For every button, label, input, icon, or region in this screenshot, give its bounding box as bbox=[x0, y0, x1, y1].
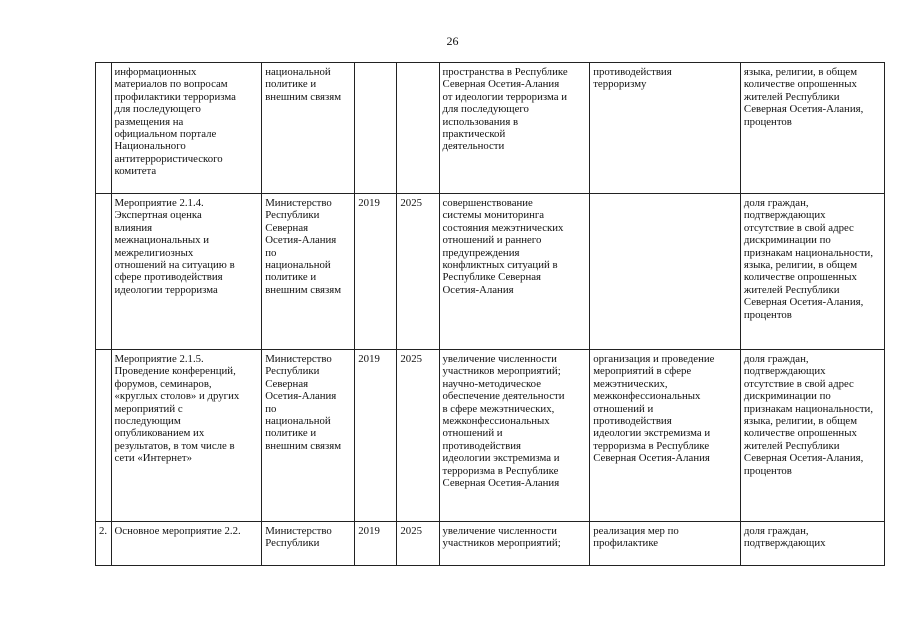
indicator-cell: доля граждан, подтверждающих отсутствие в свой адрес дискриминации по признакам национальности, языка, религии, в общем количестве опрошенных жителей Республики Северная Осетия-Алания, процентов bbox=[740, 350, 884, 522]
row-number-cell: 2. bbox=[96, 522, 112, 566]
direction-cell: реализация мер по профилактике bbox=[590, 522, 741, 566]
direction-cell: противодействия терроризму bbox=[590, 63, 741, 194]
end-year-cell bbox=[397, 63, 439, 194]
row-number-cell bbox=[96, 63, 112, 194]
result-cell: увеличение численности участников мероприятий; научно-методическое обеспечение деятельности в сфере межэтнических, межконфессиональных отношений и противодействия идеологии экстремизма и терроризма в Республике Северная Осетия-Алания bbox=[439, 350, 590, 522]
executor-cell: национальной политике и внешним связям bbox=[262, 63, 355, 194]
event-cell: Мероприятие 2.1.5. Проведение конференций, форумов, семинаров, «круглых столов» и других мероприятий с последующим опубликованием их результатов, в том числе в сети «Интернет» bbox=[111, 350, 262, 522]
event-cell: Мероприятие 2.1.4. Экспертная оценка влияния межнациональных и межрелигиозных отношений на ситуацию в сфере противодействия идеологии терроризма bbox=[111, 194, 262, 350]
start-year-cell: 2019 bbox=[355, 350, 397, 522]
result-cell: увеличение численности участников мероприятий; bbox=[439, 522, 590, 566]
end-year-cell: 2025 bbox=[397, 522, 439, 566]
page-number: 26 bbox=[446, 34, 459, 48]
end-year-cell: 2025 bbox=[397, 194, 439, 350]
row-number-cell bbox=[96, 350, 112, 522]
row-number-cell bbox=[96, 194, 112, 350]
table-row bbox=[96, 63, 885, 194]
program-table bbox=[95, 62, 885, 566]
start-year-cell: 2019 bbox=[355, 194, 397, 350]
event-cell: Основное мероприятие 2.2. bbox=[111, 522, 262, 566]
executor-cell: Министерство Республики bbox=[262, 522, 355, 566]
result-cell: пространства в Республике Северная Осетия-Алания от идеологии терроризма и для последующего использования в практической деятельности bbox=[439, 63, 590, 194]
indicator-cell: доля граждан, подтверждающих отсутствие в свой адрес дискриминации по признакам национальности, языка, религии, в общем количестве опрошенных жителей Республики Северная Осетия-Алания, процентов bbox=[740, 194, 884, 350]
indicator-cell: доля граждан, подтверждающих bbox=[740, 522, 884, 566]
indicator-cell: языка, религии, в общем количестве опрошенных жителей Республики Северная Осетия-Алания, процентов bbox=[740, 63, 884, 194]
result-cell: совершенствование системы мониторинга состояния межэтнических отношений и раннего предупреждения конфликтных ситуаций в Республике Северная Осетия-Алания bbox=[439, 194, 590, 350]
event-cell: информационных материалов по вопросам профилактики терроризма для последующего размещения на официальном портале Национального антитеррористического комитета bbox=[111, 63, 262, 194]
direction-cell bbox=[590, 194, 741, 350]
table-row bbox=[96, 194, 885, 350]
start-year-cell bbox=[355, 63, 397, 194]
table-row bbox=[96, 350, 885, 522]
executor-cell: Министерство Республики Северная Осетия-Алания по национальной политике и внешним связям bbox=[262, 350, 355, 522]
table-row bbox=[96, 522, 885, 566]
end-year-cell: 2025 bbox=[397, 350, 439, 522]
executor-cell: Министерство Республики Северная Осетия-Алания по национальной политике и внешним связям bbox=[262, 194, 355, 350]
start-year-cell: 2019 bbox=[355, 522, 397, 566]
direction-cell: организация и проведение мероприятий в сфере межэтнических, межконфессиональных отношений и противодействия идеологии экстремизма и терроризма в Республике Северная Осетия-Алания bbox=[590, 350, 741, 522]
